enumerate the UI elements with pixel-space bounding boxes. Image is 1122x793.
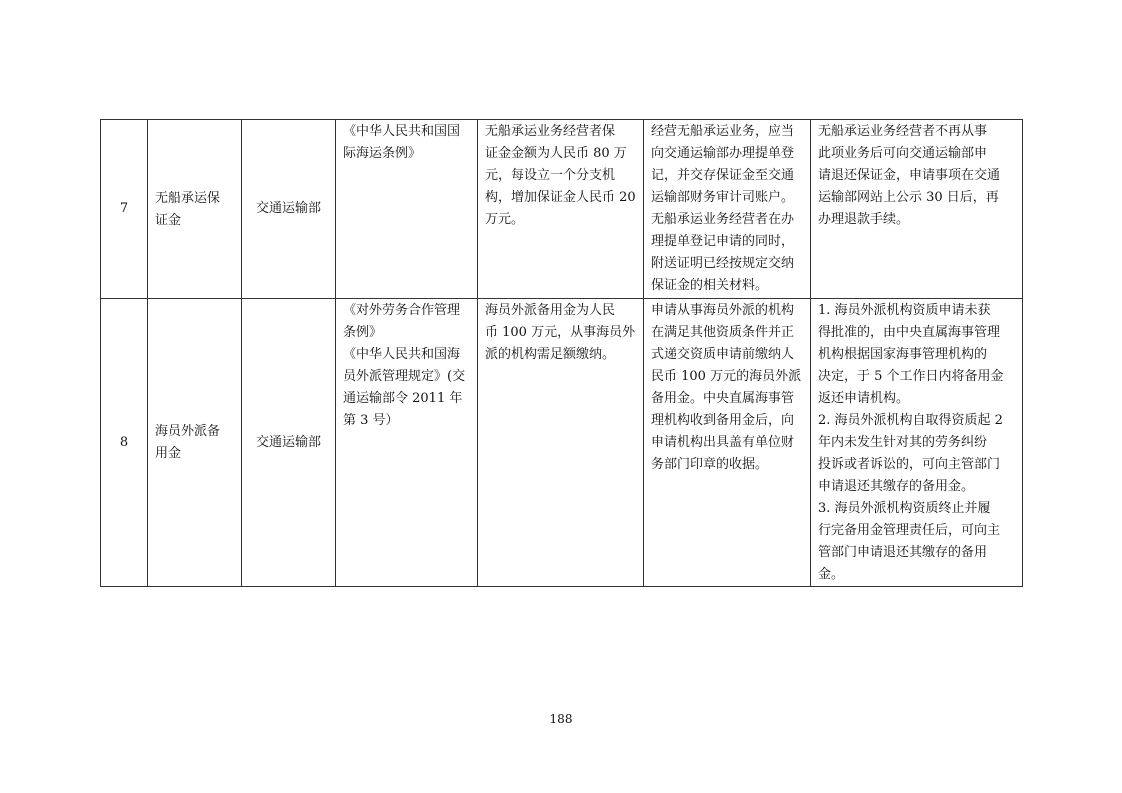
page-number: 188	[549, 712, 573, 726]
row-number: 7	[101, 120, 148, 299]
payment-procedure: 申请从事海员外派的机构 在满足其他资质条件并正 式递交资质申请前缴纳人 民币 100 万元的海员外派 备用金。中央直属海事管 理机构收到备用金后，向 申请机构出具盖有单位财 务部门印章的收据。	[644, 299, 811, 587]
row-number: 8	[101, 299, 148, 587]
fee-name: 海员外派备 用金	[148, 299, 242, 587]
fee-standard: 无船承运业务经营者保 证金金额为人民币 80 万 元，每设立一个分支机 构，增加保证金人民币 20 万元。	[478, 120, 644, 299]
table-row	[101, 299, 1023, 587]
fee-standard: 海员外派备用金为人民 币 100 万元，从事海员外 派的机构需足额缴纳。	[478, 299, 644, 587]
table-row	[101, 120, 1023, 299]
legal-basis: 《中华人民共和国国 际海运条例》	[336, 120, 478, 299]
legal-basis: 《对外劳务合作管理 条例》 《中华人民共和国海 员外派管理规定》(交 通运输部令 2011 年 第 3 号）	[336, 299, 478, 587]
department: 交通运输部	[242, 120, 336, 299]
refund-procedure: 1. 海员外派机构资质申请未获 得批准的，由中央直属海事管理 机构根据国家海事管理机构的 决定，于 5 个工作日内将备用金 返还申请机构。 2. 海员外派机构自取得资质起 2 年内未发生针对其的劳务纠纷 投诉或者诉讼的，可向主管部门 申请退还其缴存的备用金。 3. 海员外派机构资质终止并履 行完备用金管理责任后，可向主 管部门申请退还其缴存的备用 金。	[811, 299, 1023, 587]
refund-procedure: 无船承运业务经营者不再从事 此项业务后可向交通运输部申 请退还保证金，申请事项在交通 运输部网站上公示 30 日后，再 办理退款手续。	[811, 120, 1023, 299]
fee-table	[100, 119, 1023, 587]
fee-name: 无船承运保 证金	[148, 120, 242, 299]
department: 交通运输部	[242, 299, 336, 587]
payment-procedure: 经营无船承运业务，应当 向交通运输部办理提单登 记，并交存保证金至交通 运输部财务审计司账户。 无船承运业务经营者在办 理提单登记申请的同时， 附送证明已经按规定交纳 保证金的相关材料。	[644, 120, 811, 299]
